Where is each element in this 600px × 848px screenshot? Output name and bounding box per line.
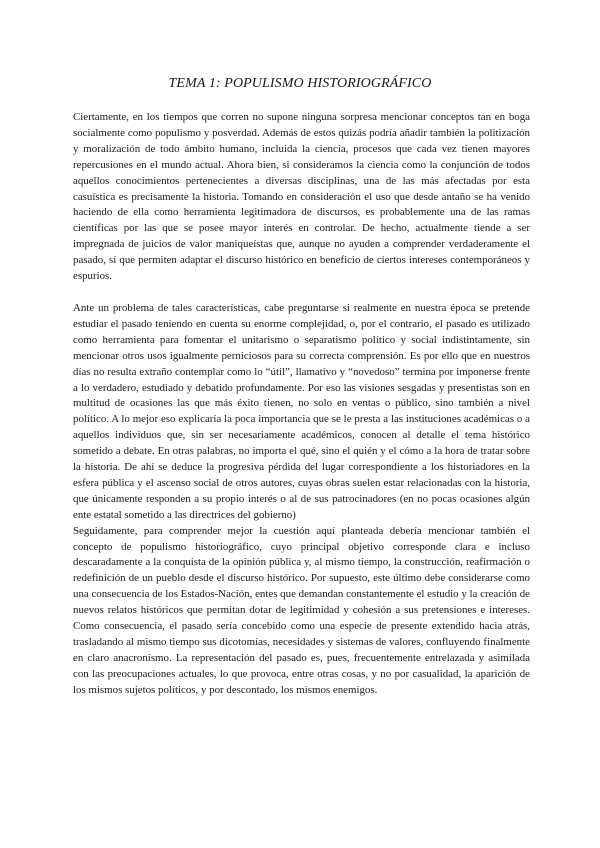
document-title: TEMA 1: POPULISMO HISTORIOGRÁFICO [168,76,432,91]
paragraph-2: Ante un problema de tales características, cabe preguntarse si realmente en nuestra época se pretende estudiar el pasado teniendo en cuenta su enorme complejidad, o, por el contrario, el pasado es utilizado como herramienta para fomentar el unitarismo o separatismo político y social indistintamente, sin mencionar otros usos igualmente perniciosos para su correcta comprensión. Es por ello que en nuestros días no resulta extraño contemplar como lo “útil”, llamativo y “novedoso” termina por imponerse frente a lo verdadero, estudiado y debatido profundamente. Por eso las visiones sesgadas y presentistas son en multitud de ocasiones las que más éxito tienen, no solo en ventas o público, sino también a nivel político. A lo mejor eso explicaría la poca importancia que se le presta a las instituciones académicas o a aquellos individuos que, sin ser necesariamente académicos, conocen al detalle el tema histórico sometido a debate. En otras palabras, no importa el qué, sino el quién y el cómo a la hora de tratar sobre la historia. De ahí se deduce la progresiva pérdida del lugar correspondiente a los historiadores en la esfera pública y el ascenso social de otros autores, cuyas obras suelen estar relacionadas con la historia, que únicamente responden a su propio interés o al de sus patrocinadores (en no pocas ocasiones algún ente estatal sometido a las directrices del gobierno) [73,301,530,521]
paragraph-1: Ciertamente, en los tiempos que corren no supone ninguna sorpresa mencionar conceptos tan en boga socialmente como populismo y posverdad. Además de estos quizás podría añadir también la politización y moralización de todo ámbito humano, incluida la ciencia, procesos que cada vez tienen mayores repercusiones en el mundo actual. Ahora bien, si consideramos la ciencia como la conjunción de todos aquellos conocimientos pertenecientes a diversas disciplinas, una de las más afectadas por esta casuística es precisamente la historia. Tomando en consideración el uso que desde antaño se ha venido haciendo de ella como herramienta legitimadora de discursos, es probablemente una de las ramas científicas por las que se posee mayor interés en controlar. De hecho, actualmente tiende a ser impregnada de juicios de valor maniqueístas que, aunque no ayuden a comprender verdaderamente el pasado, sí que permiten adaptar el discurso histórico en beneficio de ciertos intereses contemporáneos y espurios. [73,111,530,283]
paragraph-3: Seguidamente, para comprender mejor la cuestión aquí planteada debería mencionar también el concepto de populismo historiográfico, cuyo principal objetivo corresponde clara e incluso descaradamente a la conquista de la opinión pública y, al mismo tiempo, la construcción, reafirmación o redefinición de un pueblo desde el discurso histórico. Por supuesto, este último debe considerarse como una consecuencia de los Estados-Nación, entes que demandan constantemente el estudio y la creación de nuevos relatos históricos que permitan dotar de legitimidad y cohesión a sus pretensiones e intereses. Como consecuencia, el pasado sería concebido como una especie de presente extendido hacia atrás, trasladando al mismo tiempo sus dicotomías, necesidades y sistemas de valores, confluyendo finalmente en claro anacronismo. La representación del pasado es, pues, frecuentemente entrelazada y asimilada con las preocupaciones actuales, lo que provoca, entre otras cosas, y no por casualidad, la aparición de los mismos sujetos políticos, y por descontado, los mismos enemigos. [73,524,530,696]
document-body [73,110,530,699]
